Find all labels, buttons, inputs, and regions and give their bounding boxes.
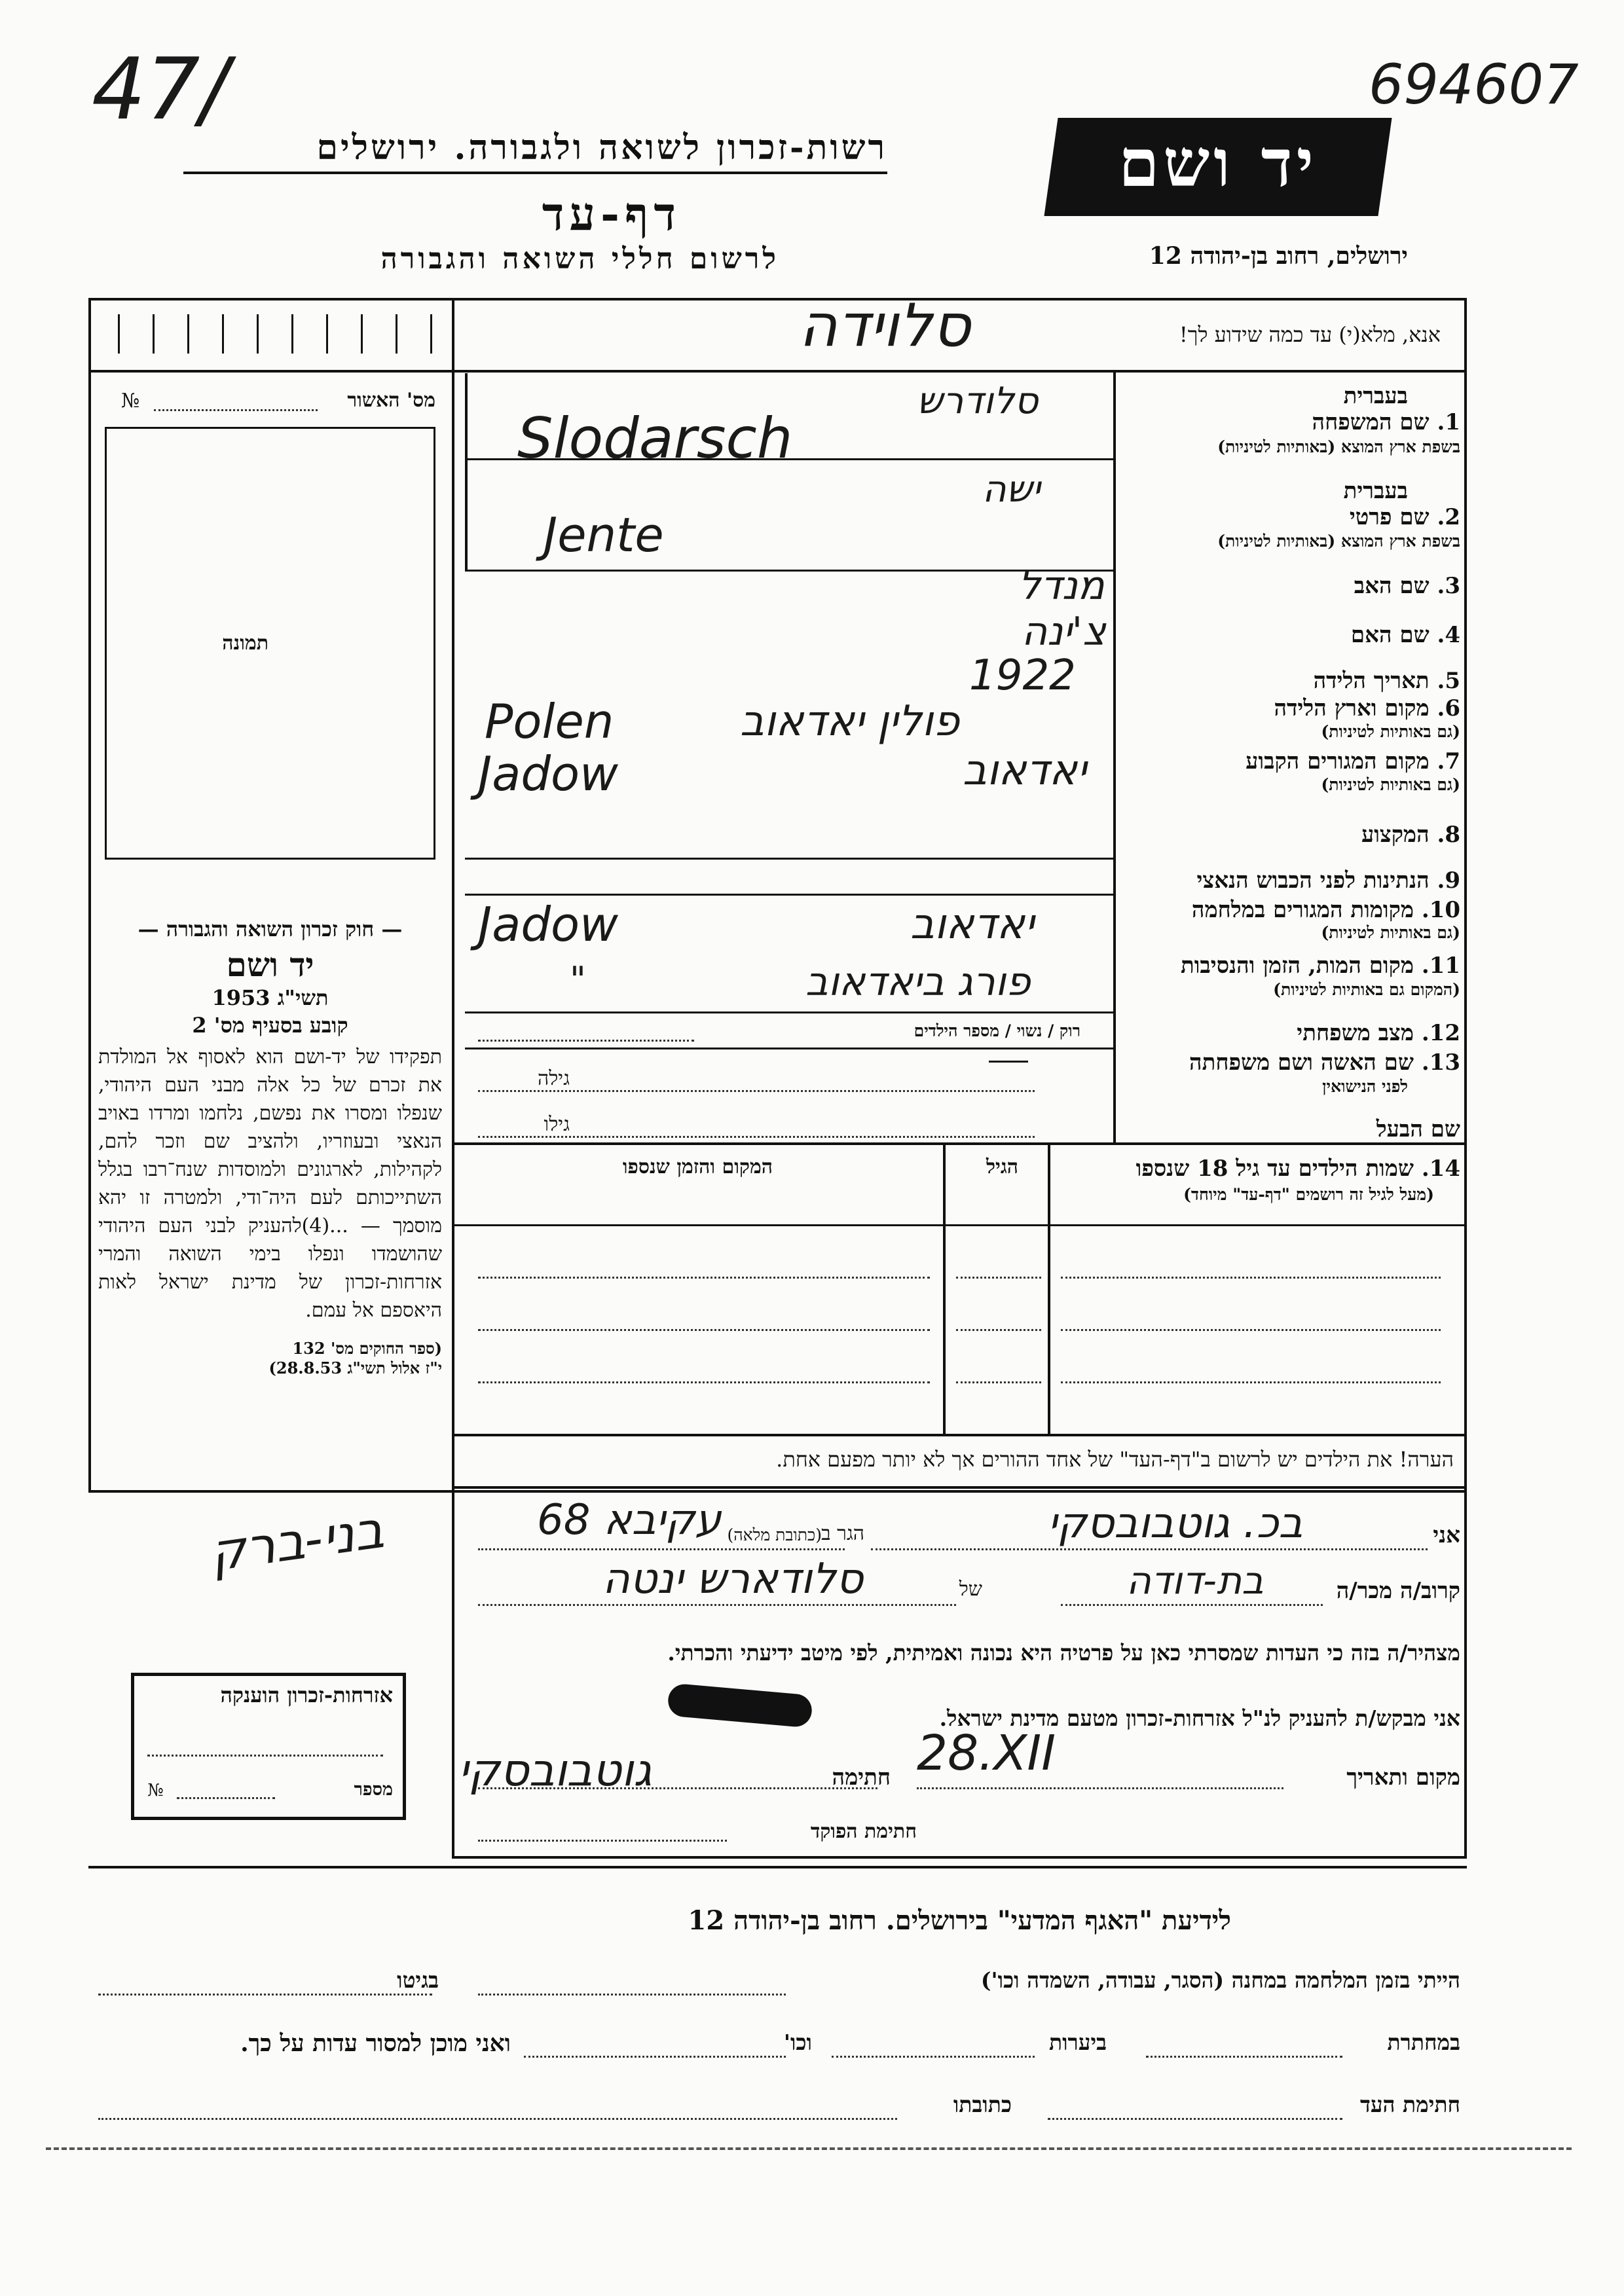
approval-no-symbol: №	[121, 390, 140, 412]
field-7-sub: (גם באותיות לטיניות)	[1321, 775, 1460, 794]
field-text: שם האשה ושם משפחתה	[1189, 1049, 1414, 1076]
hw-date: 28.XII	[917, 1725, 1056, 1781]
field-12-label	[1297, 1020, 1460, 1046]
hw-birth-year: 1922	[969, 651, 1076, 700]
field-7-label	[1246, 748, 1460, 774]
law-year: 1953	[212, 985, 270, 1010]
hw-birth-place-latin: Polen	[485, 694, 614, 749]
field-text: 9.	[1437, 867, 1460, 894]
field-text: 8.	[1437, 822, 1460, 848]
field-text: 1.	[1437, 409, 1460, 435]
field-text: שם המשפחה	[1312, 409, 1430, 435]
hw-mother: צ'ינה	[1022, 609, 1106, 655]
field-text: שם האם	[1350, 622, 1430, 648]
children-place-header: המקום והזמן שנספו	[622, 1156, 773, 1178]
field-13-label	[1189, 1049, 1460, 1076]
field-11-label	[1181, 953, 1460, 979]
hw-top-name: סלוידה	[799, 291, 971, 360]
citizenship-symbol: №	[147, 1781, 164, 1800]
photo-label: תמונה	[222, 632, 268, 655]
field-text: שם האב	[1354, 573, 1430, 599]
form-title: דף-עד	[542, 187, 681, 241]
field-text: מצב משפחתי	[1297, 1020, 1414, 1046]
declaration-statement: מצהיר/ה בזה כי העדות שמסרתי כאן על פרטיה היא נכונה ואמיתית, לפי מיטב ידיעתי והכרתי.	[667, 1640, 1460, 1666]
field-13-sub: לפני הנישואין	[1322, 1077, 1408, 1096]
declaration-resides: הגר ב	[821, 1522, 864, 1545]
field-text: תאריך הלידה	[1313, 668, 1430, 694]
law-year-heb: תשי"ג	[277, 985, 329, 1010]
hw-war-place-latin: Jadow	[478, 897, 618, 952]
children-sub: (מעל לגיל זה רושמים "דף-עד" מיוחד)	[1183, 1185, 1434, 1204]
hw-relation-of: סלודארש ינטה	[602, 1555, 864, 1603]
approval-no-label: מס' האשור	[347, 389, 435, 412]
hw-first-heb: ישה	[982, 468, 1041, 511]
field-2-label	[1350, 504, 1460, 530]
field-text: המקצוע	[1361, 822, 1430, 848]
declaration-signature: חתימה	[832, 1764, 891, 1791]
bottom-line1-a: הייתי בזמן המלחמה במחנה (הסגר, עבודה, השמדה וכו')	[980, 1967, 1460, 1993]
field-text: 13.	[1421, 1049, 1460, 1076]
hw-first-latin: Jente	[544, 507, 664, 562]
corner-note-right: 694607	[1369, 52, 1579, 117]
logo-text: יד ושם	[1118, 124, 1318, 202]
field-6-label	[1274, 695, 1460, 721]
law-ref: (ספר החוקים מס' 132	[292, 1339, 442, 1358]
field-text: 11.	[1421, 953, 1460, 979]
declaration-of: של	[959, 1578, 982, 1601]
field-text: 2.	[1437, 504, 1460, 530]
field-text: הנתינות לפני הכבוש הנאצי	[1196, 867, 1430, 894]
bottom-line3-b: כתובתו	[953, 2092, 1012, 2117]
field-text: מקום המות, הזמן והנסיבות	[1180, 953, 1414, 979]
address: ירושלים, רחוב בן-יהודה 12	[1149, 242, 1408, 270]
field-5-label	[1314, 668, 1460, 694]
declaration-i: אני	[1433, 1522, 1460, 1548]
declaration-full-address: (כתובת מלאה)	[727, 1525, 822, 1544]
field-text: 14.	[1421, 1156, 1460, 1182]
bottom-line2-c: וכו'	[783, 2030, 812, 2055]
field-2-sub: בשפת ארץ המוצא (באותיות לטיניות)	[1217, 532, 1460, 551]
hw-death-heb: פורג ביאדאוב	[805, 959, 1031, 1005]
field-text: מקום המגורים הקבוע	[1246, 748, 1430, 774]
field-text: 3.	[1437, 573, 1460, 599]
law-body: תפקידו של יד-ושם הוא לאסוף אל המולדת את זכרם של כל אלה מבני העם היהודי, שנפלו ומסרו את נפשם, נלחמו ומרדו באויב הנאצי ובעוזריו, ולהציב שם וזכר להם, לקהילות, לארגונים ולמוסדות שנח־רבו בגלל השתייכותם לעם היה־ודי, ולמטרה זו יהא מוסמך — ...(4)להעניק לבני העם היהודי שהושמדו ונפלו בימי השואה והמרי אזרחות-זכרון של מדינת ישראל לאות היאספם אל עמם.	[98, 1046, 443, 1322]
hw-family-latin: Slodarsch	[517, 406, 793, 471]
bottom-line3-a: חתימת העד	[1359, 2092, 1460, 2117]
hw-war-place-heb: יאדאוב	[910, 900, 1035, 949]
law-title: חוק זכרון השואה והגבורה	[166, 917, 375, 941]
form-subtitle: לרשום חללי השואה והגבורה	[380, 242, 779, 276]
hw-witness-address: עקיבא 68	[537, 1496, 722, 1544]
hw-father: מנדל	[1018, 563, 1105, 609]
law-logo: יד ושם	[226, 945, 314, 984]
field-text: 6.	[1437, 695, 1460, 721]
bottom-line2-b: ביערות	[1048, 2030, 1107, 2055]
field-text: 10.	[1421, 897, 1460, 923]
citizenship-number-label: מספר	[354, 1779, 393, 1800]
hw-death-ditto: "	[570, 959, 586, 1000]
in-hebrew-2: בעברית	[1343, 478, 1408, 504]
field-6-sub: (גם באותיות לטיניות)	[1321, 722, 1460, 741]
field-9-label	[1197, 867, 1461, 894]
children-note: הערה! את הילדים יש לרשום ב"דף-העד" של אחד ההורים אך לא יותר מפעם אחת.	[776, 1447, 1454, 1472]
marital-options: רוק / נשוי / מספר הילדים	[913, 1021, 1080, 1040]
bottom-line2-a: במחתרת	[1387, 2030, 1460, 2055]
authority-title: רשות-זכרון לשואה ולגבורה. ירושלים	[316, 128, 887, 168]
declaration-relative: קרוב/ה מכר/ה	[1336, 1578, 1460, 1604]
field-text: 7.	[1437, 748, 1460, 774]
tick-boxes	[118, 314, 432, 354]
hw-relation: בת-דודה	[1126, 1558, 1264, 1603]
bottom-line2-d: ואני מוכן למסור עדות על כך.	[240, 2030, 511, 2057]
field-text: שמות הילדים עד גיל 18 שנספו	[1135, 1156, 1414, 1182]
field-3-label	[1354, 573, 1460, 599]
hw-residence-latin: Jadow	[478, 746, 618, 801]
corner-note-left: 47/	[92, 39, 229, 139]
children-label	[1136, 1156, 1460, 1182]
declaration-request: אני מבקש/ת להעניק לנ"ל אזרחות-זכרון מטעם מדינת ישראל.	[939, 1705, 1460, 1731]
bottom-title: לידיעת "האגף המדעי" בירושלים. רחוב בן-יהודה 12	[688, 1905, 1231, 1936]
field-text: מקומות המגורים במלחמה	[1191, 897, 1414, 923]
field-1-sub: בשפת ארץ המוצא (באותיות לטיניות)	[1217, 437, 1460, 456]
hw-signature: גוטבובסקי	[458, 1745, 652, 1796]
officer-signature-label: חתימת הפוקד	[810, 1820, 917, 1843]
field-text: שם פרטי	[1349, 504, 1430, 530]
age-label-husband: גילו	[544, 1113, 570, 1136]
field-text: מקום וארץ הלידה	[1274, 695, 1430, 721]
law-clause: קובע בסעיף מס' 2	[192, 1013, 348, 1038]
field-text: 4.	[1437, 622, 1460, 648]
law-block: — חוק זכרון השואה והגבורה — יד ושם תשי"ג 1953 קובע בסעיף מס' 2 תפקידו של יד-ושם הוא לאסוף אל המולדת את זכרם של כל אלה מבני העם היהודי, שנפלו ומסרו את נפשם, נלחמו ומרדו באויב הנאצי ובעוזריו, ולהציב שם וזכר להם, לקהילות, לארגונים ולמוסדות שנח־רבו בגלל השתייכותם לעם היה־ודי, ולמטרה זו יהא מוסמך — ...(4)להעניק לבני העם היהודי שהושמדו ונפלו בימי השואה והמרי אזרחות-זכרון של מדינת ישראל לאות היאספם אל עמם. (ספר החוקים מס' 132 י"ז אלול תשי"ג 28.8.53)	[98, 917, 443, 1377]
field-10-sub: (גם באותיות לטיניות)	[1321, 923, 1460, 942]
redaction-mark	[667, 1683, 813, 1728]
field-11-sub: (המקום גם באותיות לטיניות)	[1273, 980, 1460, 999]
hw-witness-name: בכ. גוטבובסקי	[1048, 1499, 1303, 1548]
age-label-wife: גילה	[537, 1067, 570, 1090]
bottom-line1-b: בגיטו	[397, 1967, 439, 1993]
declaration-place-date: מקום ותאריך	[1346, 1764, 1460, 1791]
field-text: 5.	[1437, 668, 1460, 694]
children-age-header: הגיל	[986, 1156, 1018, 1178]
hw-residence-heb: יאדאוב	[963, 746, 1087, 795]
husband-label: שם הבעל	[1376, 1116, 1460, 1142]
field-1-label	[1312, 409, 1460, 435]
law-ref-date: י"ז אלול תשי"ג 28.8.53)	[268, 1358, 442, 1377]
hw-witness-city: בני-ברק	[206, 1500, 388, 1584]
field-4-label	[1351, 622, 1460, 648]
citizenship-title: אזרחות-זכרון הוענקה	[220, 1683, 393, 1707]
field-10-label	[1192, 897, 1460, 923]
in-hebrew-1: בעברית	[1343, 383, 1408, 409]
field-8-label	[1361, 822, 1460, 848]
hw-birth-place-heb: פולין יאדאוב	[740, 697, 960, 746]
form-intro: אנא, מלא(י) עד כמה שידוע לך!	[1179, 322, 1441, 347]
field-text: 12.	[1421, 1020, 1460, 1046]
hw-family-heb: סלודרש	[917, 380, 1039, 422]
